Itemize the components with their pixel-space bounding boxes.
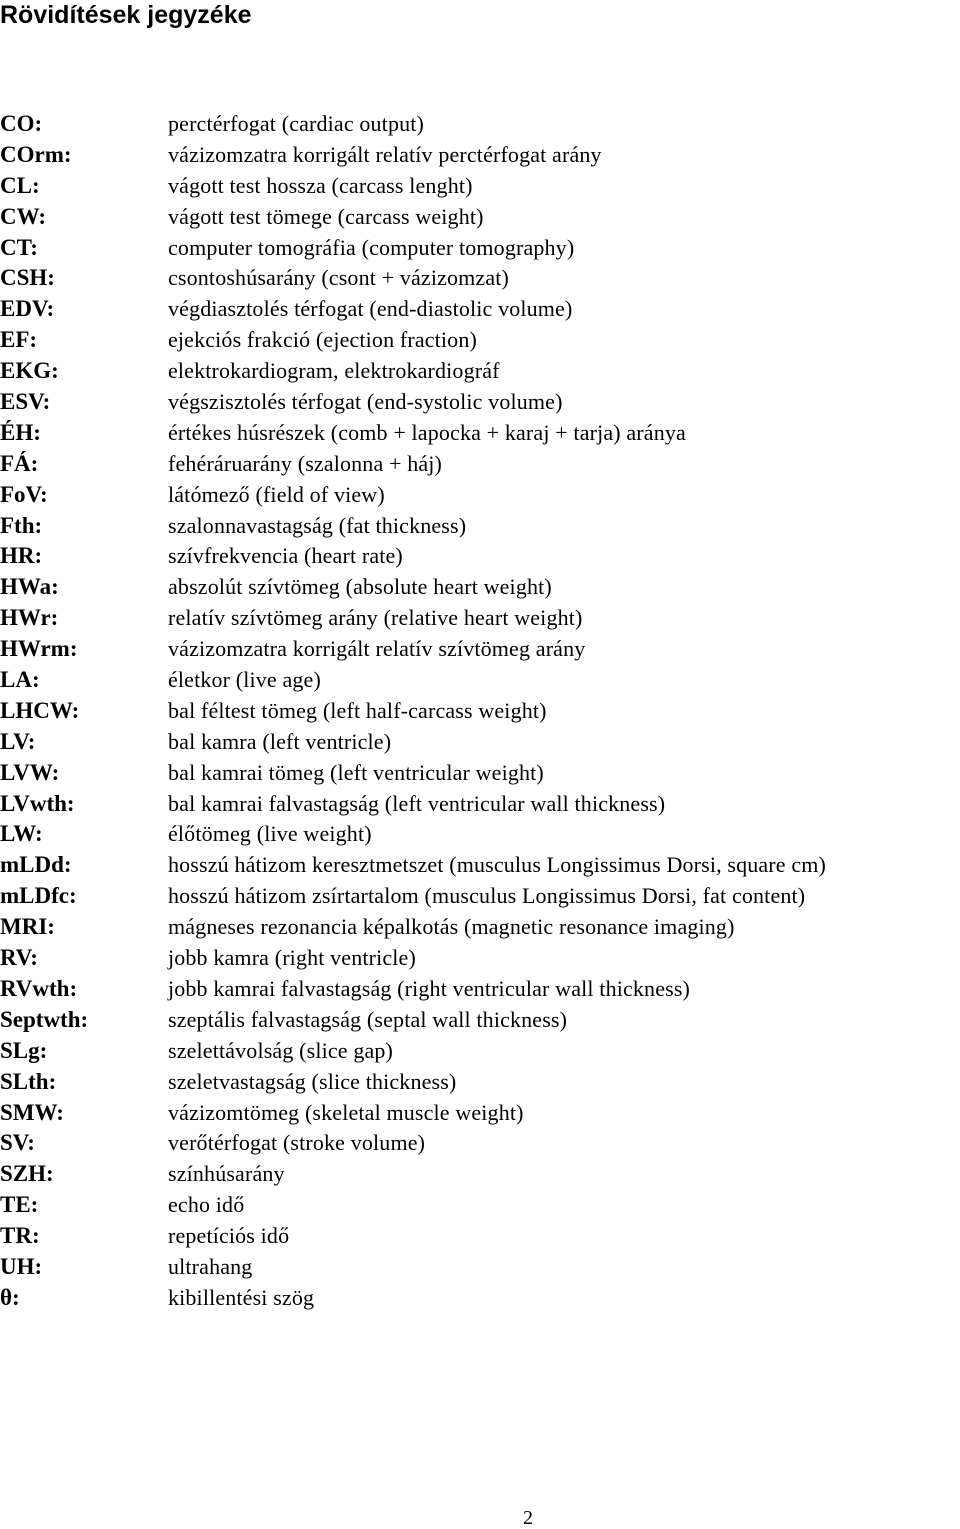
abbreviation-row	[0, 572, 960, 603]
abbreviation-definition: végszisztolés térfogat (end-systolic volume)	[168, 389, 563, 415]
abbreviation-term: HR:	[0, 543, 43, 569]
abbreviation-term: MRI:	[0, 914, 55, 940]
abbreviation-definition: relatív szívtömeg arány (relative heart weight)	[168, 605, 583, 631]
abbreviation-row	[0, 912, 960, 943]
abbreviation-row	[0, 171, 960, 202]
abbreviation-term: LW:	[0, 821, 43, 847]
abbreviation-definition: élőtömeg (live weight)	[168, 821, 372, 847]
abbreviation-row	[0, 881, 960, 912]
abbreviation-term: ÉH:	[0, 419, 41, 445]
abbreviation-term: HWr:	[0, 605, 59, 631]
abbreviation-term: EDV:	[0, 296, 55, 322]
abbreviation-row	[0, 1190, 960, 1221]
abbreviation-definition: vágott test hossza (carcass lenght)	[168, 172, 473, 198]
abbreviation-row	[0, 1005, 960, 1036]
abbreviation-row	[0, 263, 960, 294]
abbreviation-row	[0, 1128, 960, 1159]
abbreviation-definition: értékes húsrészek (comb + lapocka + karaj + tarja) aránya	[168, 419, 686, 445]
abbreviation-row	[0, 511, 960, 542]
abbreviation-row	[0, 109, 960, 140]
abbreviation-term: COrm:	[0, 141, 72, 167]
abbreviation-definition: abszolút szívtömeg (absolute heart weight)	[168, 574, 552, 600]
abbreviation-term: LVW:	[0, 759, 60, 785]
abbreviation-term: mLDd:	[0, 852, 72, 878]
abbreviation-term: HWa:	[0, 574, 59, 600]
abbreviation-definition: elektrokardiogram, elektrokardiográf	[168, 358, 500, 384]
abbreviation-definition: szalonnavastagság (fat thickness)	[168, 512, 467, 538]
abbreviation-row	[0, 1067, 960, 1098]
abbreviation-term: CO:	[0, 111, 43, 136]
abbreviation-term: TR:	[0, 1223, 40, 1249]
abbreviation-term: Fth:	[0, 512, 43, 538]
abbreviation-definition: bal kamrai falvastagság (left ventricular wall thickness)	[168, 790, 666, 816]
abbreviation-row	[0, 449, 960, 480]
abbreviation-term: UH:	[0, 1253, 43, 1279]
abbreviation-definition: színhúsarány	[168, 1161, 285, 1187]
abbreviation-definition: repetíciós idő	[168, 1223, 290, 1249]
abbreviation-row	[0, 1221, 960, 1252]
abbreviation-definition: szívfrekvencia (heart rate)	[168, 543, 403, 569]
abbreviation-term: CSH:	[0, 265, 55, 291]
abbreviation-row	[0, 140, 960, 171]
abbreviation-definition: szelettávolság (slice gap)	[168, 1037, 394, 1063]
abbreviation-definition: vágott test tömege (carcass weight)	[168, 203, 484, 229]
abbreviation-term: LVwth:	[0, 790, 75, 816]
abbreviation-row	[0, 758, 960, 789]
abbreviation-row	[0, 1159, 960, 1190]
abbreviation-definition: hosszú hátizom zsírtartalom (musculus Longissimus Dorsi, fat content)	[168, 883, 806, 909]
abbreviation-definition: echo idő	[168, 1192, 245, 1218]
abbreviation-term: SLth:	[0, 1068, 57, 1094]
abbreviation-term: θ:	[0, 1284, 20, 1310]
abbreviation-definition: szeletvastagság (slice thickness)	[168, 1068, 457, 1094]
abbreviation-row	[0, 325, 960, 356]
page-number: 2	[523, 1507, 533, 1529]
abbreviation-definition: végdiasztolés térfogat (end-diastolic volume)	[168, 296, 573, 322]
abbreviation-row	[0, 819, 960, 850]
abbreviation-term: SLg:	[0, 1037, 48, 1063]
abbreviation-row	[0, 541, 960, 572]
abbreviation-definition: bal kamra (left ventricle)	[168, 728, 392, 754]
abbreviation-row	[0, 665, 960, 696]
abbreviation-definition: perctérfogat (cardiac output)	[168, 111, 424, 136]
abbreviation-term: RVwth:	[0, 975, 78, 1001]
abbreviation-term: ESV:	[0, 389, 51, 415]
abbreviation-row	[0, 233, 960, 264]
abbreviation-term: SV:	[0, 1130, 35, 1156]
abbreviation-term: FoV:	[0, 481, 48, 507]
abbreviation-term: mLDfc:	[0, 883, 77, 909]
abbreviation-row	[0, 1283, 960, 1314]
abbreviation-definition: verőtérfogat (stroke volume)	[168, 1130, 426, 1156]
abbreviation-term: HWrm:	[0, 636, 78, 662]
abbreviation-definition: vázizomzatra korrigált relatív perctérfogat arány	[168, 141, 602, 167]
abbreviation-list	[0, 109, 960, 1314]
abbreviation-definition: jobb kamra (right ventricle)	[168, 945, 416, 971]
abbreviation-term: TE:	[0, 1192, 39, 1218]
abbreviation-term: FÁ:	[0, 450, 39, 476]
abbreviation-term: LA:	[0, 667, 40, 693]
abbreviation-row	[0, 943, 960, 974]
abbreviation-row	[0, 850, 960, 881]
abbreviation-row	[0, 294, 960, 325]
abbreviation-definition: jobb kamrai falvastagság (right ventricular wall thickness)	[168, 975, 691, 1001]
abbreviation-term: LHCW:	[0, 697, 80, 723]
abbreviation-term: Septwth:	[0, 1006, 89, 1032]
abbreviation-term: EF:	[0, 327, 38, 353]
abbreviation-row	[0, 1252, 960, 1283]
abbreviation-row	[0, 418, 960, 449]
abbreviation-row	[0, 974, 960, 1005]
abbreviation-row	[0, 1036, 960, 1067]
abbreviation-term: LV:	[0, 728, 36, 754]
abbreviation-definition: bal féltest tömeg (left half-carcass weight)	[168, 697, 547, 723]
abbreviation-definition: mágneses rezonancia képalkotás (magnetic resonance imaging)	[168, 914, 735, 940]
abbreviation-definition: csontoshúsarány (csont + vázizomzat)	[168, 265, 509, 291]
abbreviation-row	[0, 696, 960, 727]
abbreviation-row	[0, 603, 960, 634]
abbreviation-definition: vázizomzatra korrigált relatív szívtömeg arány	[168, 636, 586, 662]
abbreviation-term: CW:	[0, 203, 46, 229]
abbreviation-definition: ejekciós frakció (ejection fraction)	[168, 327, 477, 353]
page-title: Rövidítések jegyzéke	[0, 1, 252, 29]
abbreviation-definition: kibillentési szög	[168, 1284, 315, 1310]
abbreviation-definition: computer tomográfia (computer tomography)	[168, 234, 575, 260]
abbreviation-definition: szeptális falvastagság (septal wall thickness)	[168, 1006, 568, 1032]
abbreviation-row	[0, 727, 960, 758]
abbreviation-row	[0, 480, 960, 511]
abbreviation-definition: látómező (field of view)	[168, 481, 385, 507]
abbreviation-row	[0, 356, 960, 387]
abbreviation-term: EKG:	[0, 358, 59, 384]
abbreviation-term: RV:	[0, 945, 38, 971]
abbreviation-definition: életkor (live age)	[168, 667, 321, 693]
abbreviation-term: SMW:	[0, 1099, 64, 1125]
abbreviation-definition: fehéráruarány (szalonna + háj)	[168, 450, 443, 476]
abbreviation-row	[0, 634, 960, 665]
abbreviation-definition: bal kamrai tömeg (left ventricular weight)	[168, 759, 544, 785]
abbreviation-definition: vázizomtömeg (skeletal muscle weight)	[168, 1099, 524, 1125]
abbreviation-row	[0, 1098, 960, 1129]
abbreviation-row	[0, 387, 960, 418]
abbreviation-row	[0, 202, 960, 233]
abbreviation-row	[0, 789, 960, 820]
abbreviation-definition: hosszú hátizom keresztmetszet (musculus Longissimus Dorsi, square cm)	[168, 852, 826, 878]
abbreviation-term: CT:	[0, 234, 38, 260]
abbreviation-term: CL:	[0, 172, 40, 198]
abbreviation-definition: ultrahang	[168, 1253, 253, 1279]
abbreviation-term: SZH:	[0, 1161, 54, 1187]
